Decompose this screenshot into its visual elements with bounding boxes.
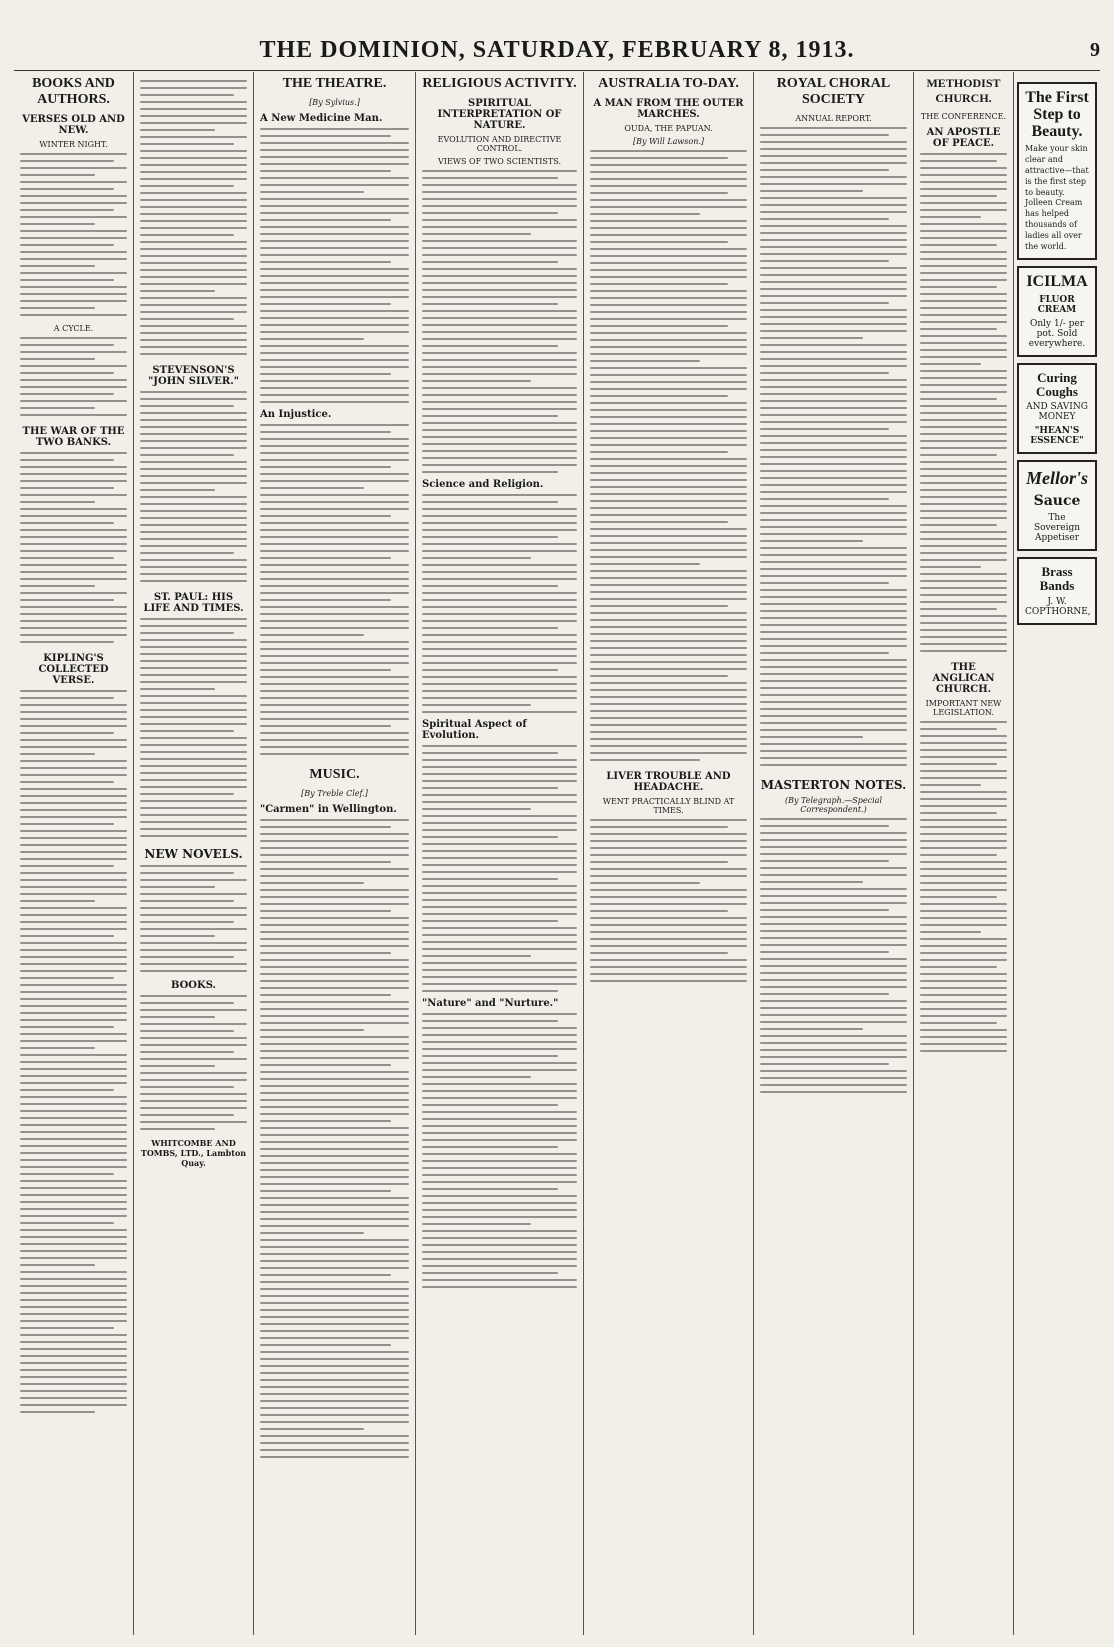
masthead — [14, 30, 1100, 70]
column-australia — [584, 72, 754, 1635]
mellor-ad-tag: The Sovereign Appetiser — [1033, 513, 1081, 544]
religious-section: Science and Religion. — [422, 479, 544, 490]
article-text — [422, 494, 577, 713]
mellor-ad-sub: Sauce — [1033, 493, 1081, 510]
article-text — [920, 153, 1007, 652]
page-number: 9 — [1090, 38, 1100, 61]
poem-title: A CYCLE. — [53, 324, 94, 333]
article-text — [422, 745, 577, 992]
article-text — [20, 690, 127, 1413]
masterton-heading: MASTERTON NOTES. — [760, 778, 907, 792]
religious-section: "Nature" and "Nurture." — [422, 998, 559, 1009]
mellor-ad-headline: Mellor's — [1025, 468, 1088, 489]
icilma-ad-sub: FLUOR CREAM — [1037, 295, 1077, 316]
mellor-ad — [1017, 460, 1097, 551]
books-list-heading: BOOKS. — [170, 980, 217, 991]
column-choral — [754, 72, 914, 1635]
book-list — [140, 865, 247, 972]
column-theatre — [254, 72, 416, 1635]
brass-ad-headline: Brass Bands — [1039, 564, 1075, 594]
st-paul-subhead: ST. PAUL: HIS LIFE AND TIMES. — [143, 592, 244, 614]
liver-ad-heading: LIVER TROUBLE AND HEADACHE. — [606, 771, 731, 793]
choral-subhead: ANNUAL REPORT. — [795, 114, 872, 123]
coughs-ad-headline: Curing Coughs — [1036, 370, 1078, 399]
icilma-ad — [1017, 266, 1097, 357]
poem-title: WINTER NIGHT. — [39, 140, 108, 149]
icilma-ad-price: Only 1/- per pot. Sold everywhere. — [1028, 319, 1086, 350]
australia-subhead-2: OUDA, THE PAPUAN. — [624, 124, 713, 133]
religious-heading: RELIGIOUS ACTIVITY. — [422, 76, 577, 91]
column-methodist — [914, 72, 1014, 1635]
article-text — [20, 337, 127, 416]
australia-heading: AUSTRALIA TO-DAY. — [598, 76, 739, 91]
article-text — [590, 819, 747, 982]
liver-ad-sub: WENT PRACTICALLY BLIND AT TIMES. — [602, 797, 735, 815]
religious-section: Spiritual Aspect of Evolution. — [422, 719, 527, 741]
music-heading: MUSIC. — [309, 767, 360, 782]
banks-subhead: THE WAR OF THE TWO BANKS. — [22, 426, 125, 448]
coughs-ad — [1017, 363, 1097, 454]
anglican-heading: THE ANGLICAN CHURCH. — [932, 662, 995, 695]
beauty-ad-body: Make your skin clear and attractive—that is the first step to beauty. Jolleen Cream has helped thousands of ladies all over the world. — [1025, 144, 1089, 251]
column-books-continued — [134, 72, 254, 1635]
column-religious — [416, 72, 584, 1635]
brass-ad — [1017, 557, 1097, 624]
methodist-subhead: THE CONFERENCE. — [920, 112, 1007, 121]
article-text — [260, 819, 409, 1458]
article-text — [140, 391, 247, 582]
choral-heading: ROYAL CHORAL SOCIETY — [776, 76, 891, 107]
article-text — [590, 150, 747, 761]
religious-subhead-3: VIEWS OF TWO SCIENTISTS. — [438, 157, 561, 166]
article-text — [760, 127, 907, 766]
verses-subhead: VERSES OLD AND NEW. — [22, 114, 125, 136]
article-text — [20, 452, 127, 643]
brass-ad-seller: J. W. COPTHORNE, — [1025, 596, 1091, 617]
theatre-subhead: A New Medicine Man. — [260, 113, 383, 124]
article-text — [20, 153, 127, 316]
music-subhead: "Carmen" in Wellington. — [260, 804, 397, 815]
article-text — [260, 424, 409, 755]
methodist-subhead-2: AN APOSTLE OF PEACE. — [926, 127, 1001, 149]
column-books — [14, 72, 134, 1635]
article-text — [422, 1013, 577, 1288]
beauty-ad — [1017, 82, 1097, 260]
australia-subhead: A MAN FROM THE OUTER MARCHES. — [593, 98, 744, 120]
newspaper-title: THE DOMINION, SATURDAY, FEBRUARY 8, 1913. — [259, 36, 855, 63]
methodist-heading: METHODIST CHURCH. — [926, 76, 1001, 105]
coughs-ad-sub: AND SAVING MONEY — [1026, 402, 1088, 423]
publisher-name: WHITCOMBE AND TOMBS, LTD., Lambton Quay. — [140, 1138, 247, 1168]
masterton-byline: (By Telegraph.—Special Correspondent.) — [784, 796, 883, 814]
music-byline: [By Treble Clef.] — [301, 789, 368, 798]
article-text — [140, 80, 247, 355]
article-text — [260, 128, 409, 403]
book-list — [140, 995, 247, 1130]
silver-subhead: STEVENSON'S "JOHN SILVER." — [148, 365, 239, 387]
beauty-ad-headline: The First Step to Beauty. — [1025, 89, 1089, 140]
religious-subhead: SPIRITUAL INTERPRETATION OF NATURE. — [437, 98, 562, 131]
article-text — [760, 818, 907, 1093]
article-text — [920, 721, 1007, 1052]
theatre-subhead: An Injustice. — [260, 409, 332, 420]
column-ads — [1014, 72, 1100, 1635]
page-columns — [14, 72, 1100, 1635]
anglican-subhead: IMPORTANT NEW LEGISLATION. — [925, 699, 1002, 717]
article-text — [140, 618, 247, 837]
masthead-rule — [14, 70, 1100, 71]
australia-byline: [By Will Lawson.] — [632, 137, 705, 146]
article-text — [422, 170, 577, 473]
theatre-byline: [By Sylvius.] — [309, 98, 360, 107]
theatre-heading: THE THEATRE. — [282, 76, 387, 91]
kipling-subhead: KIPLING'S COLLECTED VERSE. — [38, 653, 109, 686]
new-novels-heading: NEW NOVELS. — [144, 847, 243, 861]
coughs-ad-product: "HEAN'S ESSENCE" — [1030, 426, 1084, 447]
icilma-ad-headline: ICILMA — [1026, 273, 1088, 291]
religious-subhead-2: EVOLUTION AND DIRECTIVE CONTROL. — [437, 135, 562, 153]
books-heading: BOOKS AND AUTHORS. — [32, 76, 115, 107]
